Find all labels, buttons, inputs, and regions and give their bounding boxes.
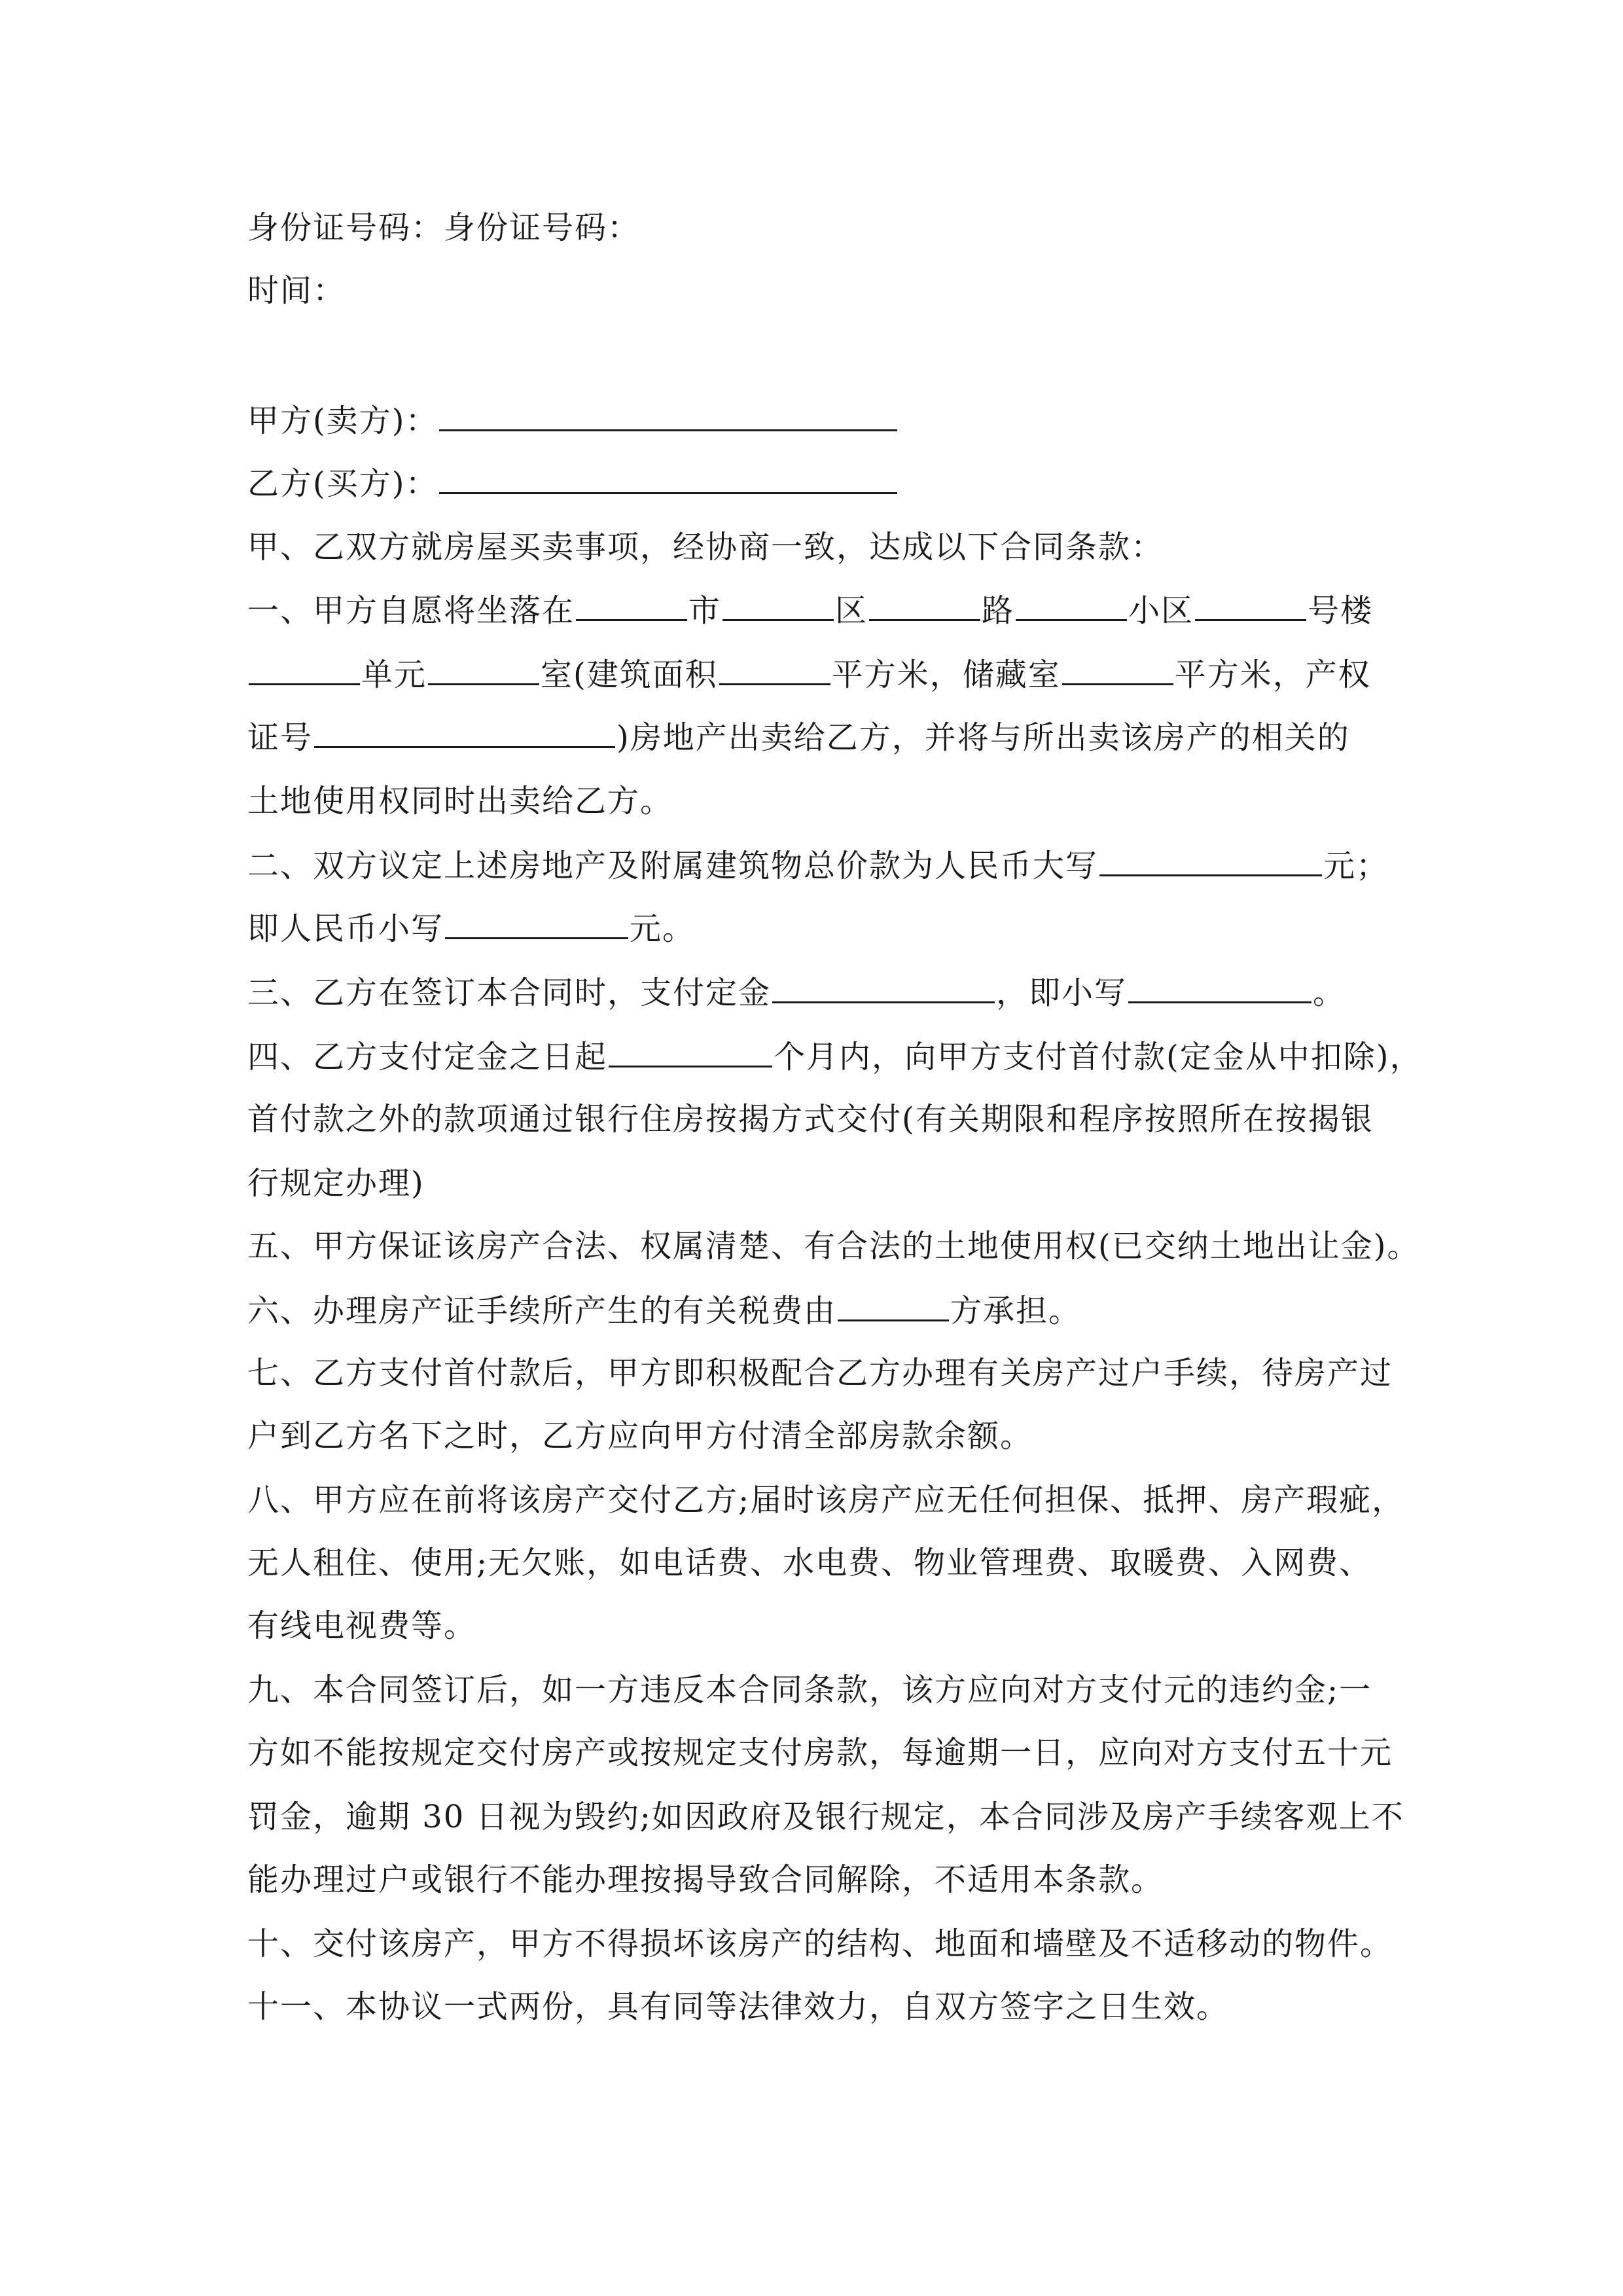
- area-blank: [719, 655, 830, 685]
- time-label: 时间：: [247, 272, 346, 309]
- clause11-line: 十一、本协议一式两份，具有同等法律效力，自双方签字之日生效。: [247, 1988, 1230, 2025]
- district-blank: [722, 590, 834, 621]
- id-number-line: 身份证号码：身份证号码：: [247, 209, 641, 246]
- price-capital-blank: [1099, 846, 1322, 876]
- clause4-suffix: 个月内，向甲方支付首付款(定金从中扣除)，: [774, 1039, 1423, 1075]
- clause2-line1: [247, 846, 1389, 886]
- city-label: 市: [688, 592, 722, 629]
- city-blank: [576, 590, 687, 621]
- room-blank: [428, 655, 539, 685]
- unit-label: 单元: [361, 656, 427, 693]
- road-label: 路: [982, 592, 1015, 629]
- building-blank: [1195, 590, 1306, 621]
- intro-text: 甲、乙双方就房屋买卖事项，经协商一致，达成以下合同条款：: [247, 529, 1164, 565]
- clause1-line3: [247, 717, 1350, 757]
- clause6-prefix: 六、办理房产证手续所产生的有关税费由: [247, 1293, 837, 1329]
- clause2-line2: [247, 908, 695, 948]
- clause2-prefix: 二、双方议定上述房地产及附属建筑物总价款为人民币大写: [247, 848, 1099, 884]
- clause3-suffix: 。: [1313, 975, 1346, 1011]
- clause2-suffix: 元；: [1323, 848, 1389, 884]
- clause1-prefix: 一、甲方自愿将坐落在: [247, 592, 575, 629]
- party-a-blank: [439, 401, 897, 431]
- price-small-blank: [445, 908, 628, 939]
- tax-party-blank: [838, 1291, 949, 1321]
- clause9-line4: 能办理过户或银行不能办理按揭导致合同解除，不适用本条款。: [247, 1861, 1164, 1898]
- cert-prefix: 证号: [247, 719, 313, 756]
- clause8-line1: 八、甲方应在前将该房产交付乙方;届时该房产应无任何担保、抵押、房产瑕疵，: [247, 1482, 1405, 1518]
- party-b-blank: [439, 463, 897, 494]
- clause4-line3: 行规定办理): [247, 1165, 425, 1202]
- clause1-line2: [247, 655, 1371, 694]
- clause8-line3: 有线电视费等。: [247, 1607, 477, 1644]
- clause4-line2: 首付款之外的款项通过银行住房按揭方式交付(有关期限和程序按照所在按揭银: [247, 1101, 1374, 1138]
- community-blank: [1016, 590, 1127, 621]
- clause3-line: [247, 973, 1346, 1013]
- clause9-line1: 九、本合同签订后，如一方违反本合同条款，该方应向对方支付元的违约金;一: [247, 1672, 1372, 1708]
- road-blank: [869, 590, 980, 621]
- unit-blank: [249, 655, 360, 685]
- cert-suffix: )房地产出卖给乙方，并将与所出卖该房产的相关的: [616, 719, 1350, 756]
- clause4-line1: [247, 1037, 1422, 1077]
- clause3-prefix: 三、乙方在签订本合同时，支付定金: [247, 975, 772, 1011]
- clause9-line3: 罚金，逾期 30 日视为毁约;如因政府及银行规定，本合同涉及房产手续客观上不: [247, 1799, 1404, 1835]
- cert-blank: [314, 717, 615, 748]
- sqm1-label: 平方米，储藏室: [831, 656, 1061, 693]
- clause7-line2: 户到乙方名下之时，乙方应向甲方付清全部房款余额。: [247, 1418, 1033, 1454]
- party-a-label: 甲方(卖方)：: [247, 403, 438, 439]
- clause8-line2: 无人租住、使用;无欠账，如电话费、水电费、物业管理费、取暖费、入网费、: [247, 1545, 1372, 1581]
- district-label: 区: [835, 592, 868, 629]
- deposit-blank: [772, 973, 995, 1003]
- clause10-line: 十、交付该房产，甲方不得损坏该房产的结构、地面和墙壁及不适移动的物件。: [247, 1926, 1393, 1962]
- clause2-small-suffix: 元。: [630, 910, 696, 947]
- clause3-middle: ，即小写: [996, 975, 1128, 1011]
- clause1-line1: [247, 590, 1373, 630]
- room-label: 室(建筑面积: [541, 656, 718, 693]
- storage-blank: [1062, 655, 1173, 685]
- clause2-small-prefix: 即人民币小写: [247, 910, 444, 947]
- clause5-line: 五、甲方保证该房产合法、权属清楚、有合法的土地使用权(已交纳土地出让金)。: [247, 1228, 1420, 1265]
- clause7-line1: 七、乙方支付首付款后，甲方即积极配合乙方办理有关房产过户手续，待房产过: [247, 1355, 1393, 1391]
- building-label: 号楼: [1308, 592, 1374, 629]
- clause6-line: [247, 1291, 1081, 1331]
- months-blank: [609, 1037, 772, 1067]
- deposit-small-blank: [1128, 973, 1311, 1003]
- party-a-line: [247, 401, 899, 440]
- sqm2-label: 平方米，产权: [1174, 656, 1371, 693]
- clause4-prefix: 四、乙方支付定金之日起: [247, 1039, 608, 1075]
- clause6-suffix: 方承担。: [950, 1293, 1082, 1329]
- party-b-line: [247, 463, 899, 503]
- clause1-line4: 土地使用权同时出卖给乙方。: [247, 783, 673, 819]
- party-b-label: 乙方(买方)：: [247, 465, 438, 502]
- community-label: 小区: [1128, 592, 1194, 629]
- clause9-line2: 方如不能按规定交付房产或按规定支付房款，每逾期一日，应向对方支付五十元: [247, 1734, 1393, 1771]
